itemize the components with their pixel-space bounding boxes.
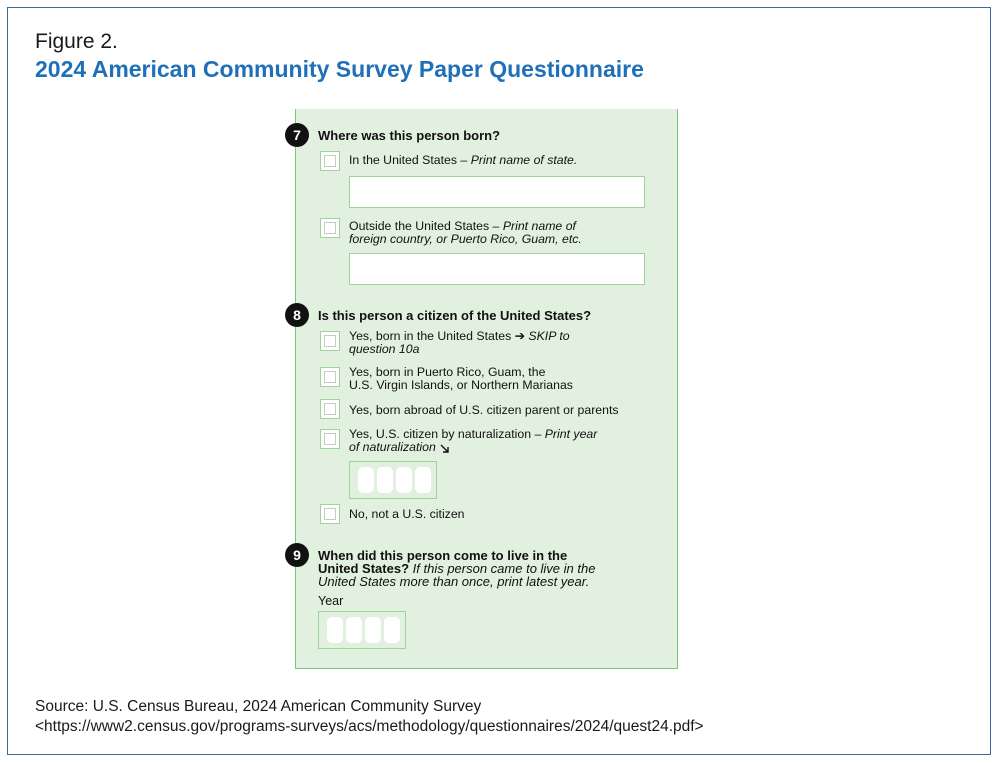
q7-option-outside-us: Outside the United States – Print name of foreign country, or Puerto Rico, Guam, etc. xyxy=(349,219,582,246)
question-9-number: 9 xyxy=(285,543,309,567)
question-8-number: 8 xyxy=(285,303,309,327)
q8-naturalization-year-input[interactable] xyxy=(349,461,437,499)
year-digit-box[interactable] xyxy=(377,467,393,493)
year-digit-box[interactable] xyxy=(365,617,381,643)
q8-option-born-abroad: Yes, born abroad of U.S. citizen parent or parents xyxy=(349,403,619,417)
source-note xyxy=(35,697,704,737)
q8-option-born-us: Yes, born in the United States ➔ SKIP to question 10a xyxy=(349,329,570,356)
question-7-text: Where was this person born? xyxy=(318,128,501,143)
figure-title: 2024 American Community Survey Paper Questionnaire xyxy=(35,56,644,82)
question-9-text: When did this person come to live in the United States? If this person came to live in the United States more than once, print latest year. xyxy=(318,548,596,589)
q8-checkbox-born-abroad[interactable] xyxy=(320,399,340,419)
q9-year-label: Year xyxy=(318,594,344,608)
source-url: <https://www2.census.gov/programs-surveys/acs/methodology/questionnaires/2024/quest24.pdf> xyxy=(35,718,704,735)
q8-option-not-citizen: No, not a U.S. citizen xyxy=(349,507,465,521)
year-digit-box[interactable] xyxy=(396,467,412,493)
q8-checkbox-born-territory[interactable] xyxy=(320,367,340,387)
questionnaire-panel xyxy=(295,109,678,669)
year-digit-box[interactable] xyxy=(384,617,400,643)
question-8-text: Is this person a citizen of the United States? xyxy=(318,308,592,323)
q8-checkbox-not-citizen[interactable] xyxy=(320,504,340,524)
q8-option-born-territory: Yes, born in Puerto Rico, Guam, the U.S. Virgin Islands, or Northern Marianas xyxy=(349,365,573,392)
q7-checkbox-outside-us[interactable] xyxy=(320,218,340,238)
q7-country-input[interactable] xyxy=(349,253,645,285)
year-digit-box[interactable] xyxy=(327,617,343,643)
source-line: Source: U.S. Census Bureau, 2024 American Community Survey xyxy=(35,698,482,715)
q8-option-naturalization: Yes, U.S. citizen by naturalization – Print year of naturalization xyxy=(349,427,598,454)
year-digit-box[interactable] xyxy=(358,467,374,493)
q7-checkbox-in-us[interactable] xyxy=(320,151,340,171)
year-digit-box[interactable] xyxy=(415,467,431,493)
q8-checkbox-naturalization[interactable] xyxy=(320,429,340,449)
q7-state-input[interactable] xyxy=(349,176,645,208)
figure-label: Figure 2. xyxy=(35,30,118,53)
arrow-down-right-icon xyxy=(439,443,451,454)
q8-checkbox-born-us[interactable] xyxy=(320,331,340,351)
q7-option-in-us: In the United States – Print name of state. xyxy=(349,153,578,167)
question-7-number: 7 xyxy=(285,123,309,147)
q9-year-input[interactable] xyxy=(318,611,406,649)
year-digit-box[interactable] xyxy=(346,617,362,643)
